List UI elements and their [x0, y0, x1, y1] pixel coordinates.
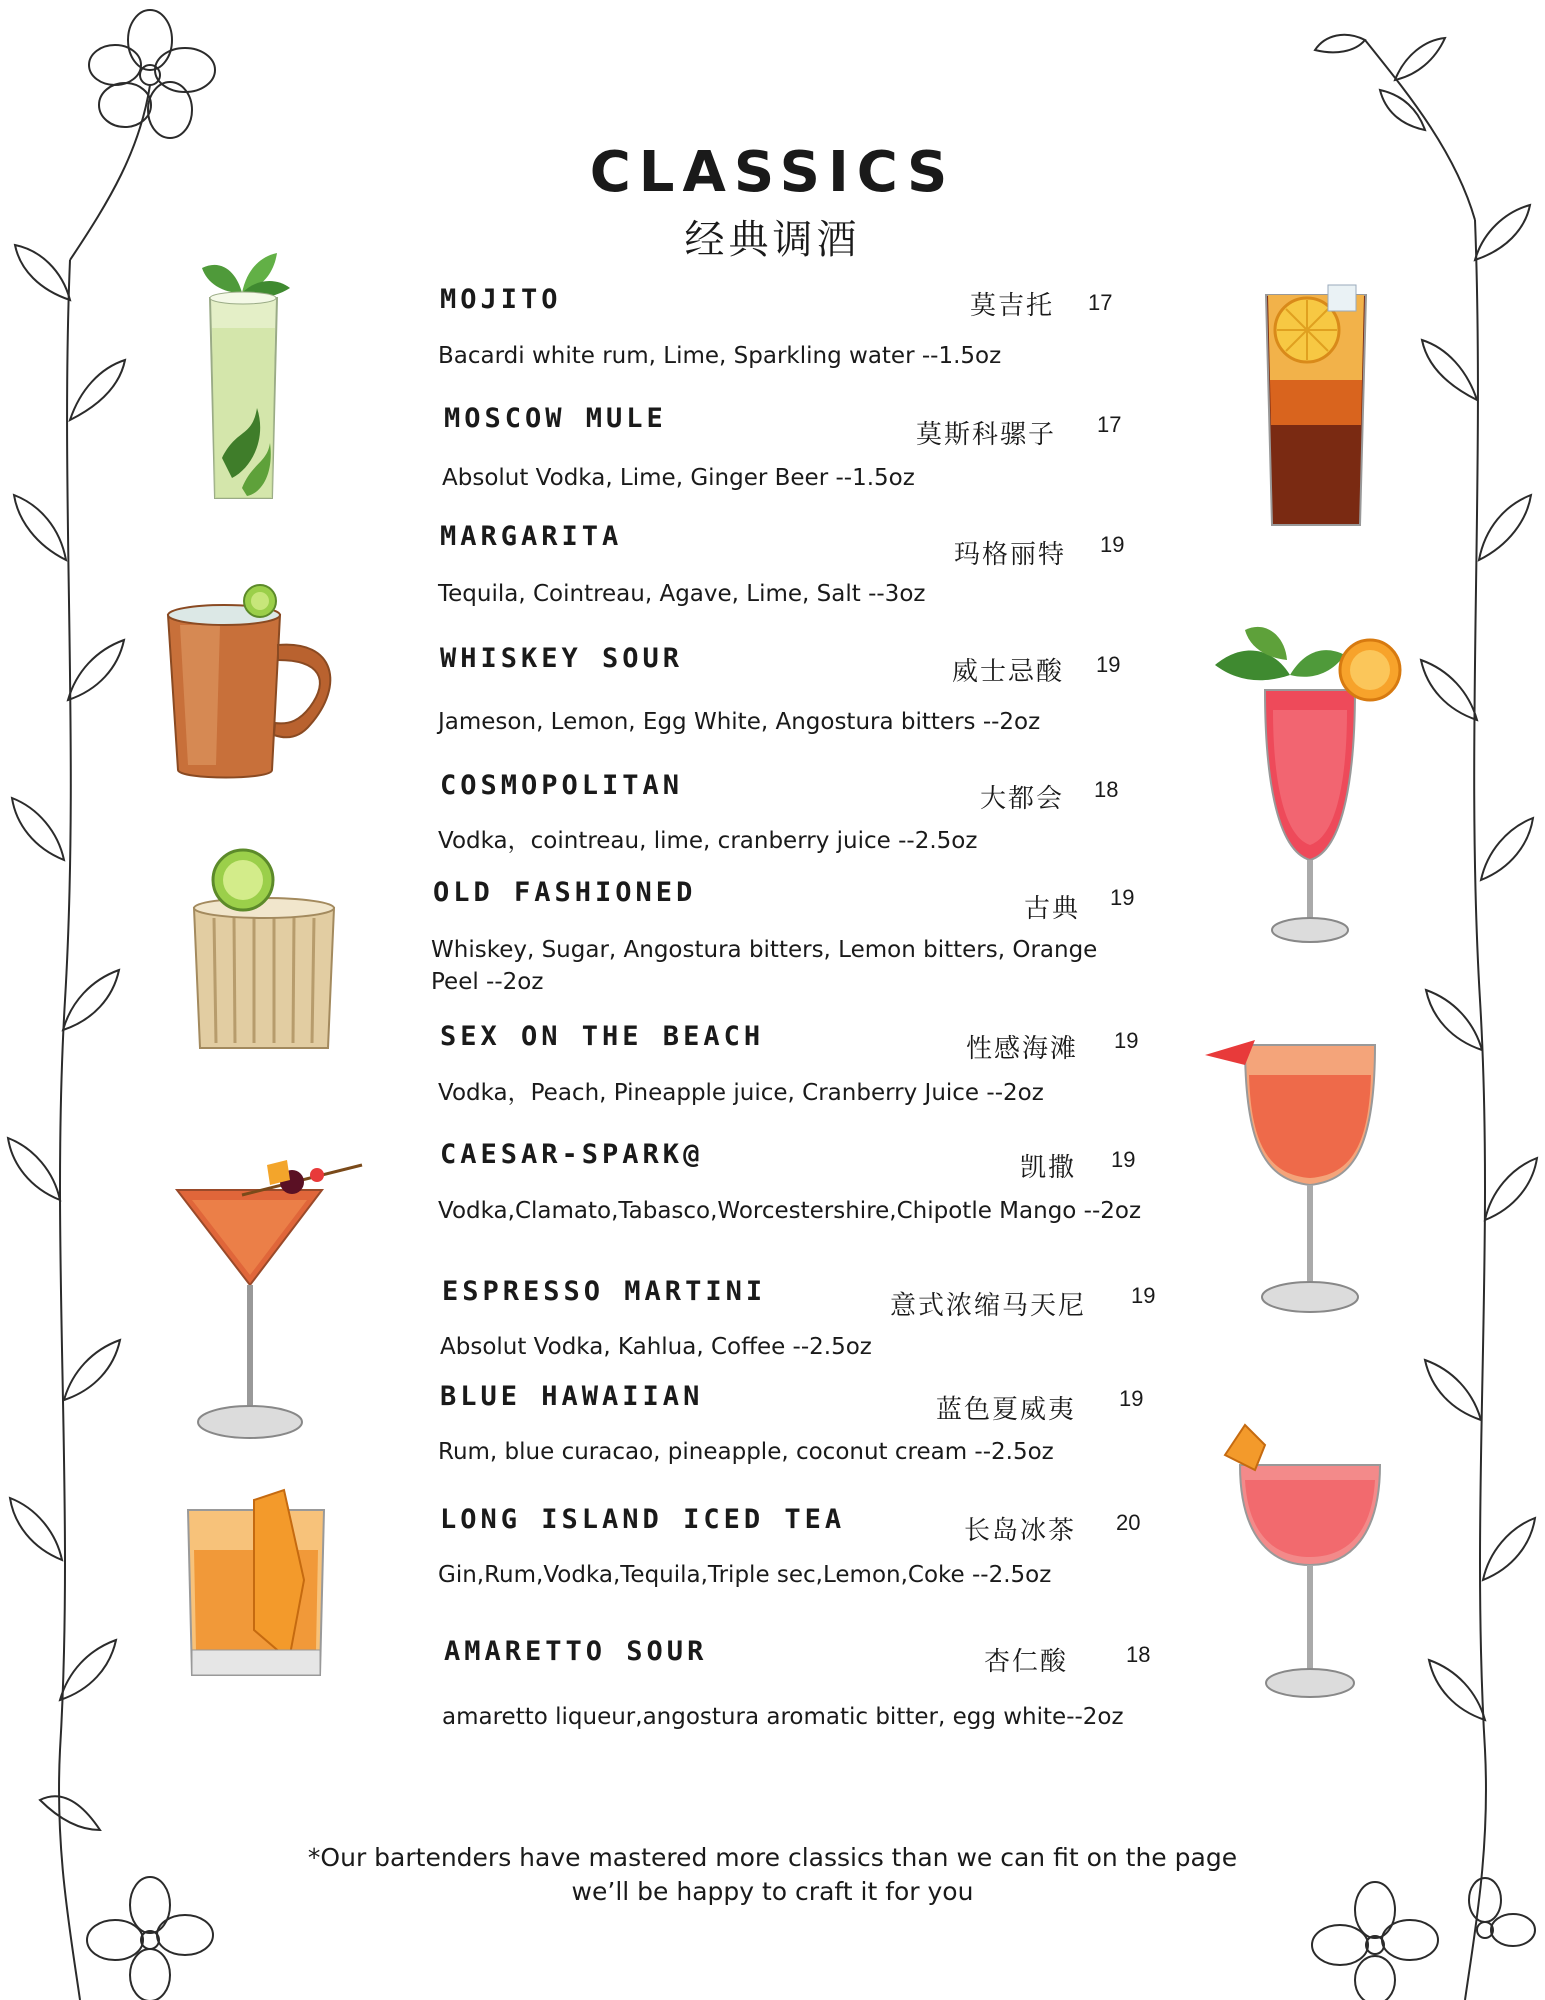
item-zh-cosmopolitan: 大都会 — [980, 784, 1065, 814]
item-price-cosmopolitan: 18 — [1094, 777, 1119, 802]
item-name-blue-hawaiian: BLUE HAWAIIAN — [440, 1381, 704, 1412]
item-price-moscow-mule: 17 — [1097, 412, 1122, 437]
old-fashioned-glass-icon — [188, 848, 348, 1058]
item-price-sex-on-the-beach: 19 — [1114, 1028, 1139, 1053]
item-name-whiskey-sour: WHISKEY SOUR — [440, 643, 684, 674]
item-price-old-fashioned: 19 — [1110, 885, 1135, 910]
item-desc-amaretto-sour: amaretto liqueur,angostura aromatic bitter, egg white--2oz — [442, 1704, 1124, 1730]
item-name-cosmopolitan: COSMOPOLITAN — [440, 770, 684, 801]
spritz-glass-icon — [1205, 620, 1425, 950]
item-zh-margarita: 玛格丽特 — [954, 540, 1067, 570]
item-price-amaretto-sour: 18 — [1126, 1642, 1151, 1667]
item-price-blue-hawaiian: 19 — [1119, 1386, 1144, 1411]
item-desc-blue-hawaiian: Rum, blue curacao, pineapple, coconut cream --2.5oz — [438, 1439, 1054, 1465]
item-price-whiskey-sour: 19 — [1096, 652, 1121, 677]
item-desc-espresso-martini: Absolut Vodka, Kahlua, Coffee --2.5oz — [440, 1334, 872, 1360]
moscow-mule-mug-icon — [160, 585, 360, 785]
item-name-mojito: MOJITO — [440, 284, 562, 315]
item-price-mojito: 17 — [1088, 290, 1113, 315]
item-name-old-fashioned: OLD FASHIONED — [433, 877, 697, 908]
item-zh-old-fashioned: 古典 — [1024, 894, 1081, 924]
item-zh-amaretto-sour: 杏仁酸 — [984, 1647, 1069, 1677]
item-name-moscow-mule: MOSCOW MULE — [444, 403, 667, 434]
item-zh-mojito: 莫吉托 — [970, 291, 1055, 321]
item-desc-whiskey-sour: Jameson, Lemon, Egg White, Angostura bitters --2oz — [438, 709, 1041, 735]
item-zh-blue-hawaiian: 蓝色夏威夷 — [936, 1395, 1077, 1425]
item-zh-long-island-iced-tea: 长岛冰茶 — [964, 1516, 1077, 1546]
item-desc-old-fashioned: Whiskey, Sugar, Angostura bitters, Lemon bitters, Orange Peel --2oz — [431, 937, 1098, 995]
item-desc-caesar-spark: Vodka,Clamato,Tabasco,Worcestershire,Chipotle Mango --2oz — [438, 1198, 1142, 1224]
item-name-amaretto-sour: AMARETTO SOUR — [444, 1636, 708, 1667]
item-desc-cosmopolitan: Vodka，cointreau, lime, cranberry juice --2.5oz — [438, 828, 978, 854]
martini-glass-icon — [172, 1160, 372, 1450]
mojito-glass-icon — [182, 248, 302, 508]
item-price-long-island-iced-tea: 20 — [1116, 1510, 1141, 1535]
item-name-long-island-iced-tea: LONG ISLAND ICED TEA — [440, 1504, 846, 1535]
item-price-espresso-martini: 19 — [1131, 1283, 1156, 1308]
item-zh-sex-on-the-beach: 性感海滩 — [966, 1034, 1079, 1064]
coupe-glass-icon — [1220, 1425, 1390, 1715]
item-zh-moscow-mule: 莫斯科骡子 — [916, 420, 1057, 450]
item-price-caesar-spark: 19 — [1111, 1147, 1136, 1172]
item-zh-whiskey-sour: 威士忌酸 — [952, 657, 1065, 687]
item-name-sex-on-the-beach: SEX ON THE BEACH — [440, 1021, 765, 1052]
item-zh-caesar-spark: 凯撒 — [1020, 1153, 1077, 1183]
footer-note-line-1: *Our bartenders have mastered more classics than we can fit on the page — [307, 1843, 1238, 1872]
item-name-margarita: MARGARITA — [440, 521, 623, 552]
item-desc-mojito: Bacardi white rum, Lime, Sparkling water --1.5oz — [438, 343, 1002, 369]
menu-title-chinese: 经典调酒 — [684, 217, 861, 263]
wine-glass-icon — [1205, 1035, 1385, 1315]
whiskey-rocks-glass-icon — [184, 1490, 334, 1680]
footer-note-line-2: we’ll be happy to craft it for you — [571, 1877, 974, 1906]
item-name-caesar-spark: CAESAR-SPARK@ — [440, 1139, 704, 1170]
item-name-espresso-martini: ESPRESSO MARTINI — [442, 1276, 767, 1307]
item-desc-margarita: Tequila, Cointreau, Agave, Lime, Salt --3oz — [438, 581, 926, 607]
iced-tea-glass-icon — [1262, 285, 1372, 525]
item-desc-long-island-iced-tea: Gin,Rum,Vodka,Tequila,Triple sec,Lemon,Coke --2.5oz — [438, 1562, 1052, 1588]
item-zh-espresso-martini: 意式浓缩马天尼 — [890, 1291, 1087, 1321]
item-desc-moscow-mule: Absolut Vodka, Lime, Ginger Beer --1.5oz — [442, 465, 915, 491]
menu-title: CLASSICS — [589, 140, 956, 205]
item-desc-sex-on-the-beach: Vodka，Peach, Pineapple juice, Cranberry Juice --2oz — [438, 1080, 1044, 1106]
item-price-margarita: 19 — [1100, 532, 1125, 557]
